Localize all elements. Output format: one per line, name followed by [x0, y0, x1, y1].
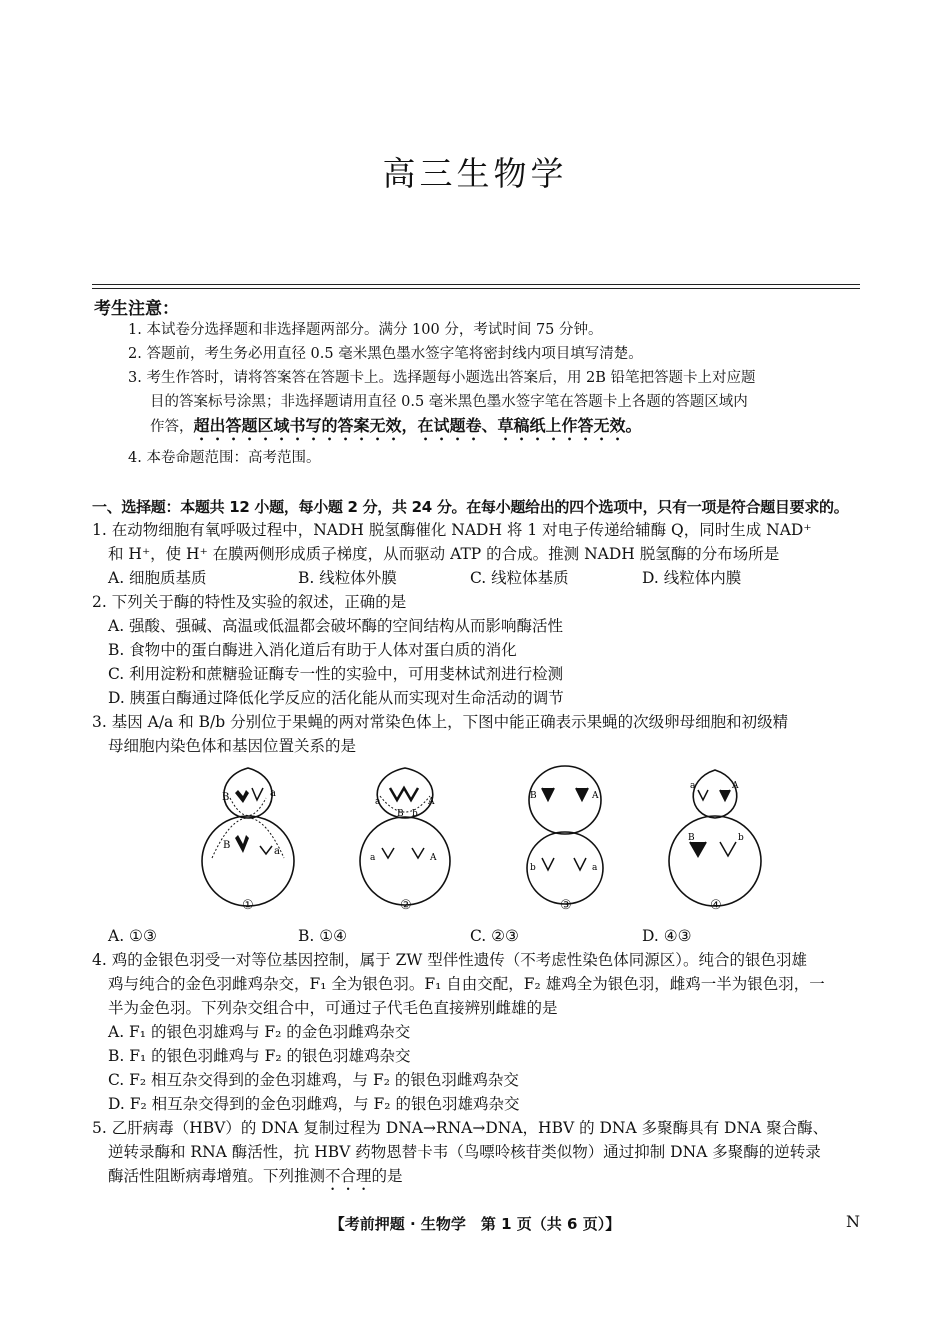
page-footer: 【考前押题 · 生物学 第 1 页（共 6 页）】 — [329, 1215, 621, 1233]
q2-option-d: D. 胰蛋白酶通过降低化学反应的活化能从而实现对生命活动的调节 — [108, 689, 564, 707]
q3-option-d: D. ④③ — [642, 927, 692, 945]
notice-item-3-line2: 目的答案标号涂黑；非选择题请用直径 0.5 毫米黑色墨水签字笔在答题卡上各题的答题区域内 — [150, 394, 748, 410]
cell-division-figure — [190, 758, 770, 916]
svg-text:B: B — [688, 833, 695, 843]
q2-option-c: C. 利用淀粉和蔗糖验证酶专一性的实验中，可用斐林试剂进行检测 — [108, 665, 564, 683]
svg-text:b: b — [412, 809, 418, 819]
svg-text:b: b — [738, 833, 744, 843]
q1-option-d: D. 线粒体内膜 — [642, 569, 742, 587]
q3-stem-line2: 母细胞内染色体和基因位置关系的是 — [108, 737, 357, 755]
svg-text:B: B — [530, 791, 537, 801]
q4-stem-line2: 鸡与纯合的金色羽雌鸡杂交，F₁ 全为银色羽。F₁ 自由交配，F₂ 雄鸡全为银色羽，雌鸡一半为银色羽，一 — [108, 975, 825, 993]
q4-stem-line3: 半为金色羽。下列杂交组合中，可通过子代毛色直接辨别雌雄的是 — [108, 999, 558, 1017]
svg-text:A: A — [428, 797, 435, 807]
page-title: 高三生物学 — [382, 154, 568, 193]
notice-item-2: 2. 答题前，考生务必用直径 0.5 毫米黑色墨水签字笔将密封线内项目填写清楚。 — [128, 346, 643, 362]
figure-label-1: ① — [242, 898, 254, 913]
cell-3 — [527, 766, 603, 904]
figure-label-2: ② — [400, 898, 412, 913]
notice-emphasis: 超出答题区域书写的答案无效，在试题卷、草稿纸上作答无效。 — [193, 416, 642, 435]
svg-text:a: a — [592, 863, 598, 873]
q5-line3-prefix: 酶活性阻断病毒增殖。下列推测 — [108, 1167, 326, 1185]
svg-text:a: a — [370, 853, 376, 863]
q2-option-a: A. 强酸、强碱、高温或低温都会破坏酶的空间结构从而影响酶活性 — [108, 617, 564, 635]
svg-text:A: A — [732, 781, 739, 791]
notice-item-3-line3 — [150, 414, 863, 444]
q5-stem-line2: 逆转录酶和 RNA 酶活性，抗 HBV 药物恩替卡韦（鸟嘌呤核苷类似物）通过抑制 DNA 多聚酶的逆转录 — [108, 1143, 821, 1161]
q4-option-a: A. F₁ 的银色羽雄鸡与 F₂ 的金色羽雌鸡杂交 — [108, 1023, 411, 1041]
q3-option-a: A. ①③ — [108, 927, 157, 945]
notice-item-3-prefix: 作答， — [150, 419, 194, 435]
footer-mark: N — [846, 1212, 860, 1231]
q4-option-d: D. F₂ 相互杂交得到的金色羽雌鸡，与 F₂ 的银色羽雄鸡杂交 — [108, 1095, 520, 1113]
q4-option-b: B. F₁ 的银色羽雌鸡与 F₂ 的银色羽雄鸡杂交 — [108, 1047, 411, 1065]
notice-item-1: 1. 本试卷分选择题和非选择题两部分。满分 100 分，考试时间 75 分钟。 — [128, 322, 603, 338]
q5-line3-suffix: 的是 — [371, 1167, 403, 1185]
svg-text:b: b — [530, 863, 536, 873]
divider — [92, 284, 860, 285]
svg-text:a: a — [690, 781, 696, 791]
q1-stem-line2: 和 H⁺，使 H⁺ 在膜两侧形成质子梯度，从而驱动 ATP 的合成。推测 NADH 脱氢酶的分布场所是 — [108, 545, 780, 563]
notice-heading: 考生注意： — [94, 299, 179, 319]
cell-4 — [669, 770, 761, 906]
q3-option-b: B. ①④ — [298, 927, 348, 945]
q5-stem-line1: 5. 乙肝病毒（HBV）的 DNA 复制过程为 DNA→RNA→DNA，HBV 的 DNA 多聚酶具有 DNA 聚合酶、 — [92, 1119, 829, 1137]
q3-stem-line1: 3. 基因 A/a 和 B/b 分别位于果蝇的两对常染色体上，下图中能正确表示果蝇的次级卵母细胞和初级精 — [92, 713, 789, 731]
figure-label-3: ③ — [560, 898, 572, 913]
q2-stem: 2. 下列关于酶的特性及实验的叙述，正确的是 — [92, 593, 407, 611]
q4-option-c: C. F₂ 相互杂交得到的金色羽雄鸡，与 F₂ 的银色羽雌鸡杂交 — [108, 1071, 519, 1089]
cell-1 — [202, 768, 294, 906]
q1-option-c: C. 线粒体基质 — [470, 569, 569, 587]
q4-stem-line1: 4. 鸡的金银色羽受一对等位基因控制，属于 ZW 型伴性遗传（不考虑性染色体同源区）。纯合的银色羽雄 — [92, 951, 808, 969]
q5-emphasis: 不合理 — [325, 1167, 372, 1185]
svg-text:a: a — [375, 797, 381, 807]
svg-text:a: a — [274, 846, 280, 857]
notice-item-3-line1: 3. 考生作答时，请将答案答在答题卡上。选择题每小题选出答案后，用 2B 铅笔把答题卡上对应题 — [128, 370, 756, 386]
q1-option-b: B. 线粒体外膜 — [298, 569, 397, 587]
figure-label-4: ④ — [710, 898, 722, 913]
cell-2 — [360, 768, 450, 905]
svg-text:A: A — [592, 791, 599, 801]
divider — [92, 288, 860, 289]
q2-option-b: B. 食物中的蛋白酶进入消化道后有助于人体对蛋白质的消化 — [108, 641, 517, 659]
svg-text:A: A — [430, 853, 437, 863]
q5-stem-line3 — [108, 1164, 862, 1194]
q3-option-c: C. ②③ — [470, 927, 519, 945]
svg-text:B: B — [397, 809, 404, 819]
svg-text:B: B — [223, 840, 231, 851]
q1-option-a: A. 细胞质基质 — [108, 569, 207, 587]
q1-stem-line1: 1. 在动物细胞有氧呼吸过程中，NADH 脱氢酶催化 NADH 将 1 对电子传递给辅酶 Q，同时生成 NAD⁺ — [92, 521, 812, 539]
notice-item-4: 4. 本卷命题范围：高考范围。 — [128, 450, 321, 466]
section-heading: 一、选择题：本题共 12 小题，每小题 2 分，共 24 分。在每小题给出的四个选项中，只有一项是符合题目要求的。 — [92, 498, 849, 516]
svg-text:B: B — [222, 792, 230, 803]
svg-text:a: a — [270, 788, 276, 799]
